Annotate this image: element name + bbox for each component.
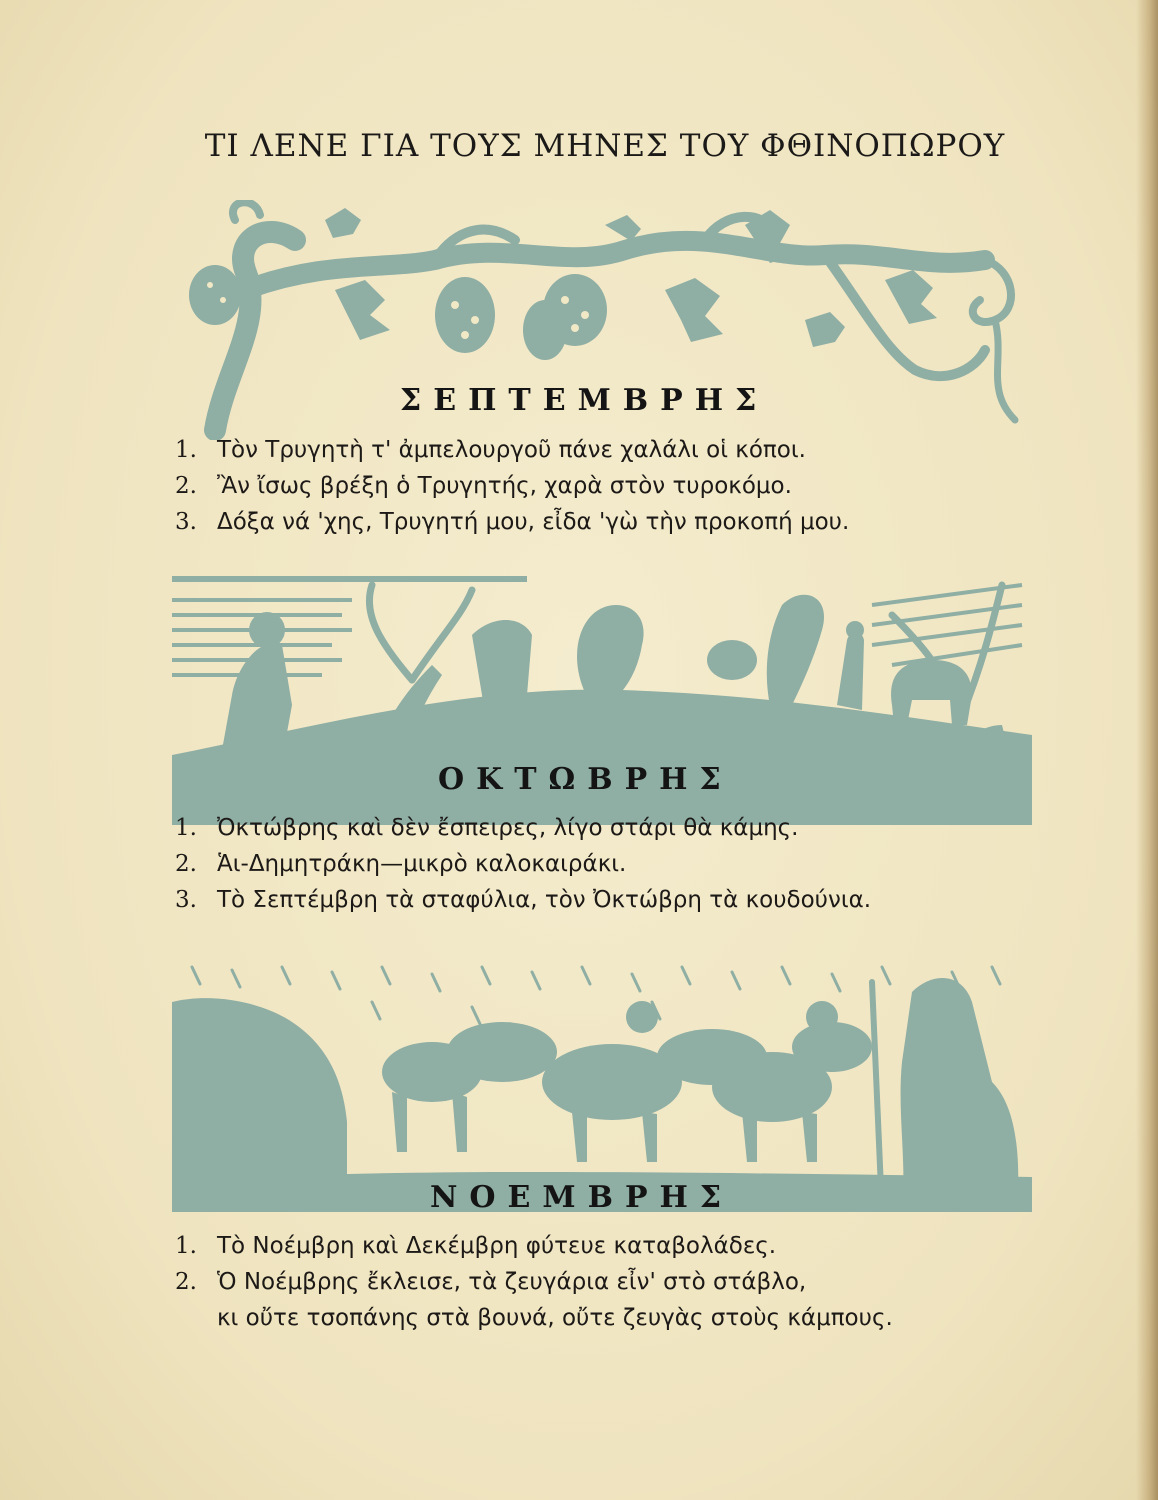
- saying-text: Ὀκτώβρης καὶ δὲν ἔσπειρες, λίγο στάρι θὰ κάμης.: [217, 815, 799, 841]
- saying: [175, 882, 871, 918]
- month-title-november: ΝΟΕΜΒΡΗΣ: [430, 1180, 734, 1215]
- november-sayings: [175, 1228, 893, 1336]
- saying-text: Ὁ Νοέμβρης ἔκλεισε, τὰ ζευγάρια εἶν' στὸ στάβλο,: [217, 1269, 807, 1295]
- saying-number: 1.: [175, 815, 197, 841]
- saying-text: Ἁι-Δημητράκη—μικρὸ καλοκαιράκι.: [217, 851, 627, 877]
- saying: [175, 810, 871, 846]
- page-edge: [1136, 0, 1158, 1500]
- saying-number: 2.: [175, 851, 197, 877]
- saying-number: 1.: [175, 437, 197, 463]
- saying-number: 2.: [175, 473, 197, 499]
- saying-text: Ἂν ἴσως βρέξη ὁ Τρυγητής, χαρὰ στὸν τυροκόμο.: [217, 473, 792, 499]
- saying: [175, 468, 849, 504]
- saying-text: Τὸν Τρυγητὴ τ' ἀμπελουργοῦ πάνε χαλάλι οἱ κόποι.: [217, 437, 806, 463]
- saying-text: Τὸ Σεπτέμβρη τὰ σταφύλια, τὸν Ὀκτώβρη τὰ κουδούνια.: [217, 887, 872, 913]
- saying-number: 2.: [175, 1269, 197, 1295]
- saying: [175, 432, 849, 468]
- october-sayings: [175, 810, 871, 918]
- saying-number: 3.: [175, 509, 197, 535]
- shepherd-rain-illustration: [172, 962, 1032, 1212]
- month-title-october: ΟΚΤΩΒΡΗΣ: [438, 762, 733, 797]
- saying: [175, 1228, 893, 1264]
- saying-text: Τὸ Νοέμβρη καὶ Δεκέμβρη φύτευε καταβολάδες.: [217, 1233, 777, 1259]
- saying-number: 1.: [175, 1233, 197, 1259]
- saying-number: 3.: [175, 887, 197, 913]
- page-title: ΤΙ ΛΕΝΕ ΓΙΑ ΤΟΥΣ ΜΗΝΕΣ ΤΟΥ ΦΘΙΝΟΠΩΡΟΥ: [204, 128, 1006, 164]
- saying-continuation: κι οὔτε τσοπάνης στὰ βουνά, οὔτε ζευγὰς στοὺς κάμπους.: [217, 1305, 893, 1331]
- saying: [175, 846, 871, 882]
- month-title-september: ΣΕΠΤΕΜΒΡΗΣ: [400, 383, 769, 418]
- saying-text: Δόξα νά 'χης, Τρυγητή μου, εἶδα 'γὼ τὴν προκοπή μου.: [217, 509, 850, 535]
- saying: [175, 1264, 893, 1300]
- saying: [175, 504, 849, 540]
- september-sayings: [175, 432, 849, 540]
